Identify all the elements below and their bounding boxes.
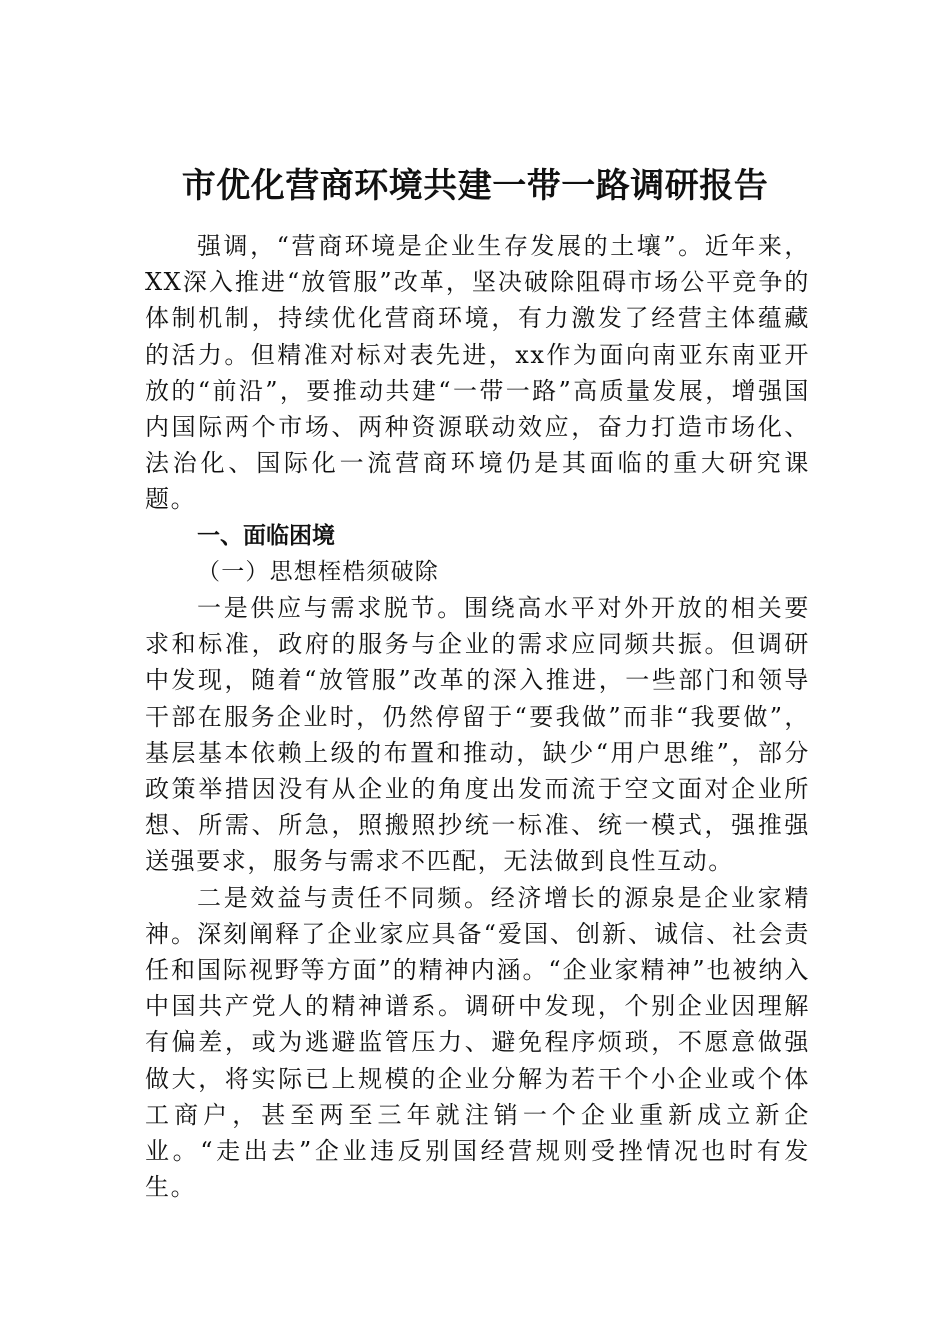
point-one-paragraph: 一是供应与需求脱节。围绕高水平对外开放的相关要求和标准，政府的服务与企业的需求应同频共振。但调研中发现，随着“放管服”改革的深入推进，一些部门和领导干部在服务企业时，仍然停留于“要我做”而非“我要做”，基层基本依赖上级的布置和推动，缺少“用户思维”，部分政策举措因没有从企业的角度出发而流于空文面对企业所想、所需、所急，照搬照抄统一标准、统一模式，强推强送强要求，服务与需求不匹配，无法做到良性互动。: [145, 594, 810, 876]
document-title: 市优化营商环境共建一带一路调研报告: [181, 166, 769, 206]
point-two-paragraph: 二是效益与责任不同频。经济增长的源泉是企业家精神。深刻阐释了企业家应具备“爱国、创新、诚信、社会责任和国际视野等方面”的精神内涵。“企业家精神”也被纳入中国共产党人的精神谱系。调研中发现，个别企业因理解有偏差，或为逃避监管压力、避免程序烦琐，不愿意做强做大，将实际已上规模的企业分解为若干个小企业或个体工商户，甚至两至三年就注销一个企业重新成立新企业。“走出去”企业违反别国经营规则受挫情况也时有发生。: [145, 883, 810, 1202]
intro-paragraph: 强调，“营商环境是企业生存发展的土壤”。近年来，XX深入推进“放管服”改革，坚决破除阻碍市场公平竞争的体制机制，持续优化营商环境，有力激发了经营主体蕴藏的活力。但精准对标对表先进，xx作为面向南亚东南亚开放的“前沿”，要推动共建“一带一路”高质量发展，增强国内国际两个市场、两种资源联动效应，奋力打造市场化、法治化、国际化一流营商环境仍是其面临的重大研究课题。: [145, 232, 810, 514]
subsection-heading: （一）思想桎梏须破除: [197, 558, 439, 585]
document-body: [145, 228, 810, 1205]
section-heading: 一、面临困境: [197, 522, 335, 549]
